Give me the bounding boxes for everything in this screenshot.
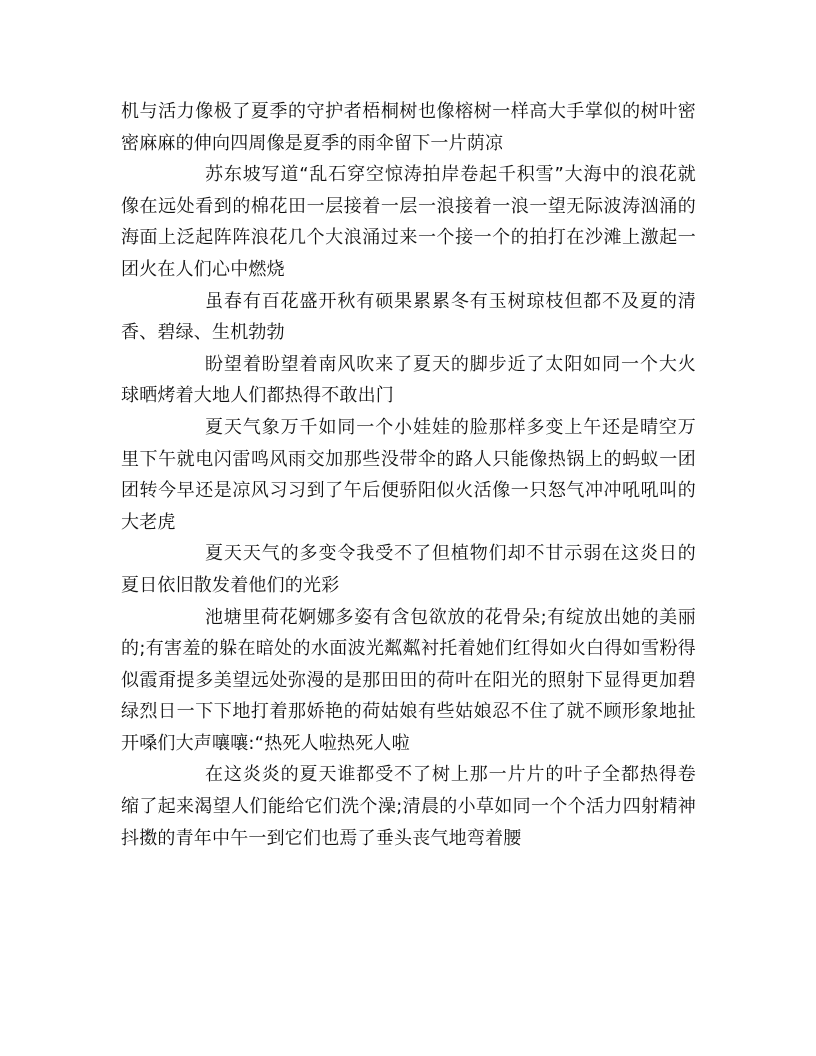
document-body [121, 96, 696, 854]
paragraph-5: 夏天气象万千如同一个小娃娃的脸那样多变上午还是晴空万里下午就电闪雷鸣风雨交加那些没带伞的路人只能像热锅上的蚂蚁一团团转今早还是凉风习习到了午后便骄阳似火活像一只怒气冲冲吼吼叫的大老虎 [121, 416, 696, 533]
paragraph-2: 苏东坡写道“乱石穿空惊涛拍岸卷起千积雪”大海中的浪花就像在远处看到的棉花田一层接着一层一浪接着一浪一望无际波涛汹涌的海面上泛起阵阵浪花几个大浪涌过来一个接一个的拍打在沙滩上激起一团火在人们心中燃烧 [121, 164, 696, 280]
paragraph-8: 在这炎炎的夏天谁都受不了树上那一片片的叶子全都热得卷缩了起来渴望人们能给它们洗个澡;清晨的小草如同一个个活力四射精神抖擞的青年中午一到它们也焉了垂头丧气地弯着腰 [121, 764, 696, 849]
paragraph-3: 虽春有百花盛开秋有硕果累累冬有玉树琼枝但都不及夏的清香、碧绿、生机勃勃 [121, 290, 696, 344]
paragraph-1: 机与活力像极了夏季的守护者梧桐树也像榕树一样高大手掌似的树叶密密麻麻的伸向四周像是夏季的雨伞留下一片荫凉 [121, 101, 696, 154]
paragraph-4: 盼望着盼望着南风吹来了夏天的脚步近了太阳如同一个大火球晒烤着大地人们都热得不敢出门 [121, 353, 696, 407]
paragraph-7: 池塘里荷花婀娜多姿有含包欲放的花骨朵;有绽放出她的美丽的;有害羞的躲在暗处的水面波光粼粼衬托着她们红得如火白得如雪粉得似霞甭提多美望远处弥漫的是那田田的荷叶在阳光的照射下显得更加碧绿烈日一下下地打着那娇艳的荷姑娘有些姑娘忍不住了就不顾形象地扯开嗓们大声嚷嚷:“热死人啦热死人啦 [121, 606, 696, 754]
paragraph-6: 夏天天气的多变令我受不了但植物们却不甘示弱在这炎日的夏日依旧散发着他们的光彩 [121, 543, 696, 596]
